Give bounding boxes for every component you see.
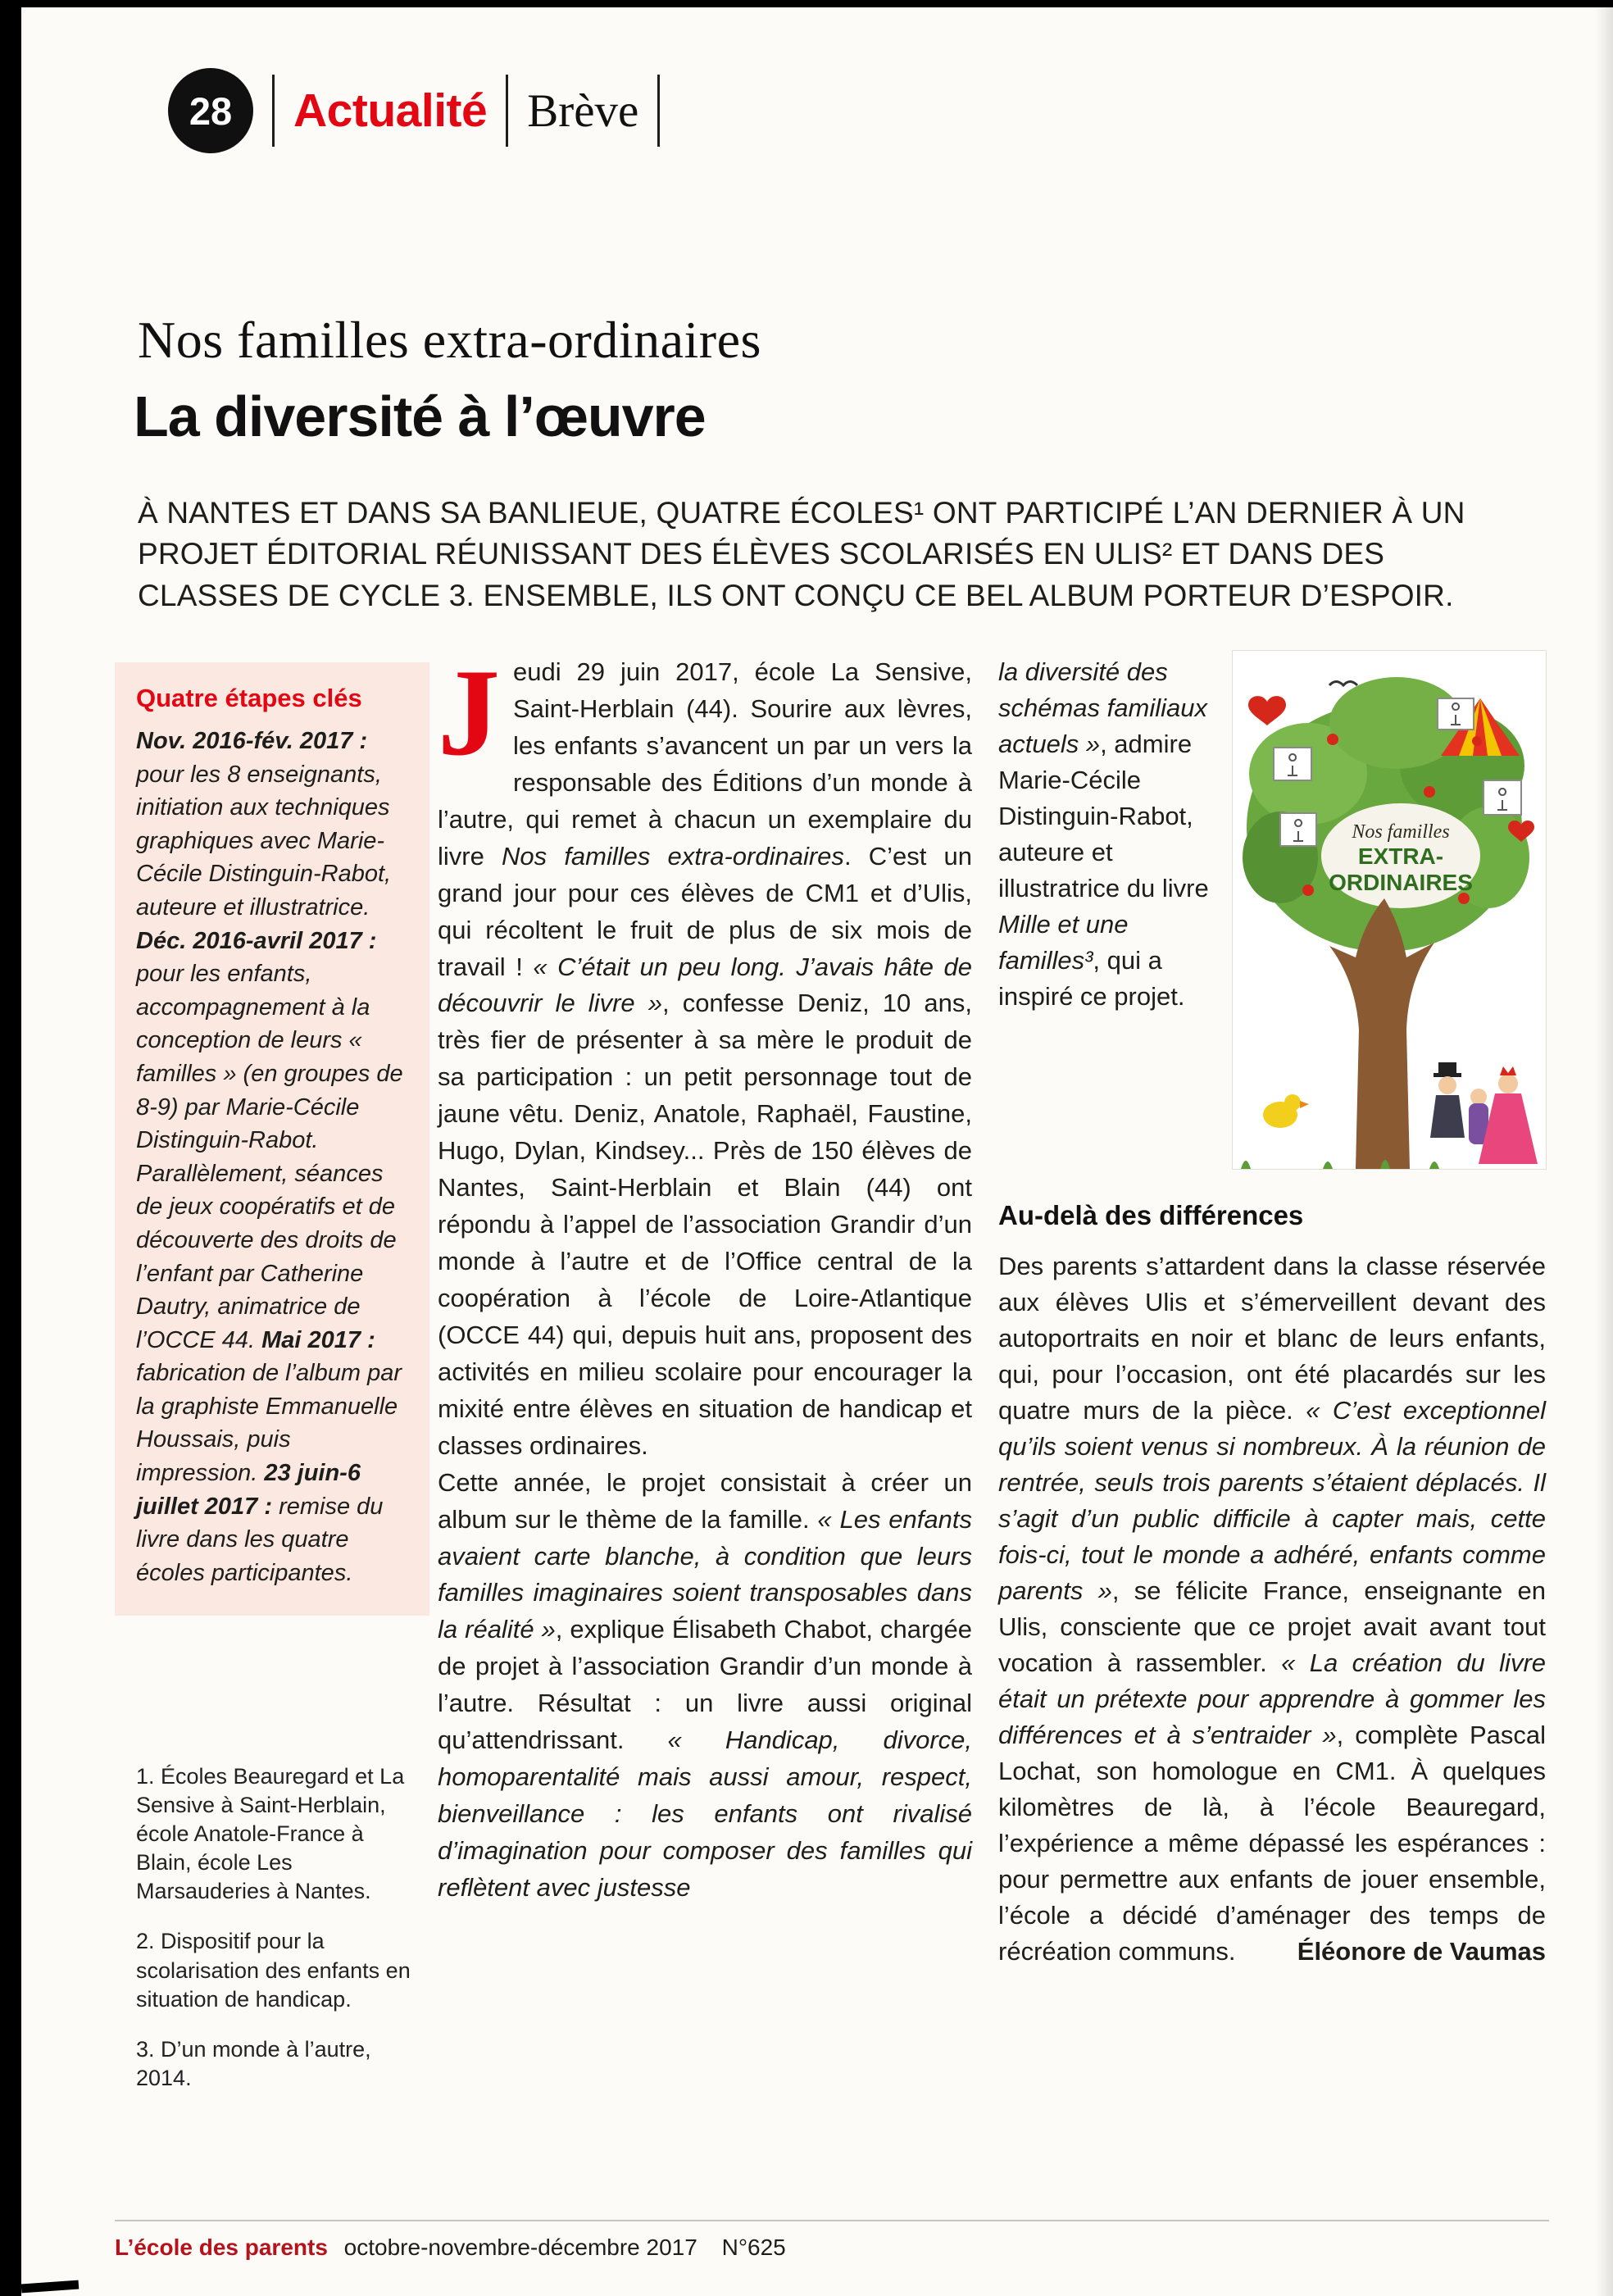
article-paragraph-3: Des parents s’attardent dans la classe réservée aux élèves Ulis et s’émerveillent devant des autoportraits en noir et blanc de leurs enfants, qui, pour l’occasion, ont été placardés sur les quatre murs de la pièce. « C’est exceptionnel qu’ils soient venus si nombreux. À la réunion de rentrée, seuls trois parents s’étaient déplacés. Il s’agit d’un public difficile à capter mais, cette fois-ci, tout le monde a adhéré, enfants comme parents », se félicite France, enseignante en Ulis, consciente que ce projet avait avant tout vocation à rassembler. « La création du livre était un prétexte pour apprendre à gommer les différences et à s’entraider », complète Pascal Lochat, son homologue en CM1. À quelques kilomètres de là, à l’école Beauregard, l’expérience a même dépassé les espérances : pour permettre aux enfants de jouer ensemble, l’école a décidé d’aménager des temps de récréation communs. xyxy=(998,1251,1547,1966)
section-label: Actualité xyxy=(293,84,488,137)
key-steps-title: Quatre étapes clés xyxy=(136,684,362,712)
article-paragraph-2-continuation: la diversité des schémas familiaux actuels », admire Marie-Cécile Distinguin-Rabot, auteure et illustratrice du livre Mille et une familles³, qui a inspiré ce projet. xyxy=(998,657,1209,1012)
book-cover-illustration xyxy=(1233,651,1546,1169)
cover-title-line2: EXTRA- xyxy=(1357,843,1444,869)
key-steps-box xyxy=(115,662,429,1616)
article-kicker: Nos familles extra-ordinaires xyxy=(138,311,761,369)
drop-cap: J xyxy=(438,643,500,781)
issue-number: N°625 xyxy=(721,2235,786,2260)
top-hat-figure xyxy=(1430,1062,1465,1138)
header-divider xyxy=(272,75,275,147)
article-column-2 xyxy=(998,654,1546,1970)
cover-title-line3: ORDINAIRES xyxy=(1329,870,1473,895)
byline: Éléonore de Vaumas xyxy=(1297,1937,1546,1966)
footnote-3: 3. D’un monde à l’autre, 2014. xyxy=(136,2036,371,2090)
key-steps-body: Nov. 2016-fév. 2017 : pour les 8 enseignants, initiation aux techniques graphiques avec Marie-Cécile Distinguin-Rabot, auteure et illustratrice. Déc. 2016-avril 2017 : pour les enfants, accompagnement à la conception de leurs « familles » (en groupes de 8-9) par Marie-Cécile Distinguin-Rabot. Parallèlement, séances de jeux coopératifs et de découverte des droits de l’enfant par Catherine Dautry, animatrice de l’OCCE 44. Mai 2017 : fabrication de l’album par la graphiste Emmanuelle Houssais, puis impression. 23 juin-6 juillet 2017 : remise du livre dans les quatre écoles participantes. xyxy=(136,728,403,1586)
scan-edge-left xyxy=(0,0,21,2296)
cover-title-line1: Nos familles xyxy=(1352,821,1450,843)
scan-edge-top xyxy=(0,0,1613,7)
header-divider xyxy=(657,75,660,147)
scan-edge-right xyxy=(1595,0,1613,2296)
column-top-group xyxy=(998,654,1546,1187)
standfirst: À NANTES ET DANS SA BANLIEUE, QUATRE ÉCOLES¹ ONT PARTICIPÉ L’AN DERNIER À UN PROJET ÉDITORIAL RÉUNISSANT DES ÉLÈVES SCOLARISÉS EN ULIS² ET DANS DES CLASSES DE CYCLE 3. ENSEMBLE, ILS ONT CONÇU CE BEL ALBUM PORTEUR D’ESPOIR. xyxy=(138,496,1465,612)
footnote-2: 2. Dispositif pour la scolarisation des enfants en situation de handicap. xyxy=(136,1929,411,2012)
section-heading: Au-delà des différences xyxy=(998,1200,1304,1230)
article-paragraph-2: Cette année, le projet consistait à créer un album sur le thème de la famille. « Les enfants avaient carte blanche, à condition que leurs familles imaginaires soient transposables dans la réalité », explique Élisabeth Chabot, chargée de projet à l’association Grandir d’un monde à l’autre. Résultat : un livre aussi original qu’attendrissant. « Handicap, divorce, homoparentalité mais aussi amour, respect, bienveillance : les enfants ont rivalisé d’imagination pour composer des familles qui reflètent avec justesse xyxy=(438,1467,972,1902)
paragraph-text: eudi 29 juin 2017, école La Sensive, Saint-Herblain (44). Sourire aux lèvres, les enfants s’avancent un par un vers la responsable des Éditions d’un monde à l’autre, qui remet à chacun un exemplaire du livre Nos familles extra-ordinaires. C’est un grand jour pour ces élèves de CM1 et d’Ulis, qui récoltent le fruit de plus de six mois de travail ! « C’était un peu long. J’avais hâte de découvrir le livre », confesse Deniz, 10 ans, très fier de présenter à sa mère le produit de sa participation : un petit personnage tout de jaune vêtu. Deniz, Anatole, Raphaël, Faustine, Hugo, Dylan, Kindsey... Près de 150 élèves de Nantes, Saint-Herblain et Blain (44) ont répondu à l’appel de l’association Grandir d’un monde à l’autre et de l’Office central de la coopération à l’école de Loire-Atlantique (OCCE 44) qui, depuis huit ans, proposent des activités en milieu scolaire pour encourager la mixité entre élèves en situation de handicap et classes ordinaires. xyxy=(438,657,972,1460)
header-divider xyxy=(506,75,508,147)
scan-edge-bottom-left xyxy=(21,2280,80,2294)
article-title: La diversité à l’œuvre xyxy=(134,384,706,448)
page-header xyxy=(168,67,679,154)
article-column-1 xyxy=(438,643,972,1907)
page-number: 28 xyxy=(189,89,233,133)
page-footer xyxy=(115,2220,1549,2261)
page-number-badge xyxy=(168,68,253,153)
footnote-1: 1. Écoles Beauregard et La Sensive à Saint-Herblain, école Anatole-France à Blain, école Les Marsauderies à Nantes. xyxy=(136,1764,405,1904)
subsection-label: Brève xyxy=(527,84,639,137)
article-paragraph-1 xyxy=(438,643,972,1465)
issue-date: octobre-novembre-décembre 2017 xyxy=(343,2235,697,2260)
magazine-name: L’école des parents xyxy=(115,2235,328,2260)
footnotes xyxy=(136,1762,411,2114)
